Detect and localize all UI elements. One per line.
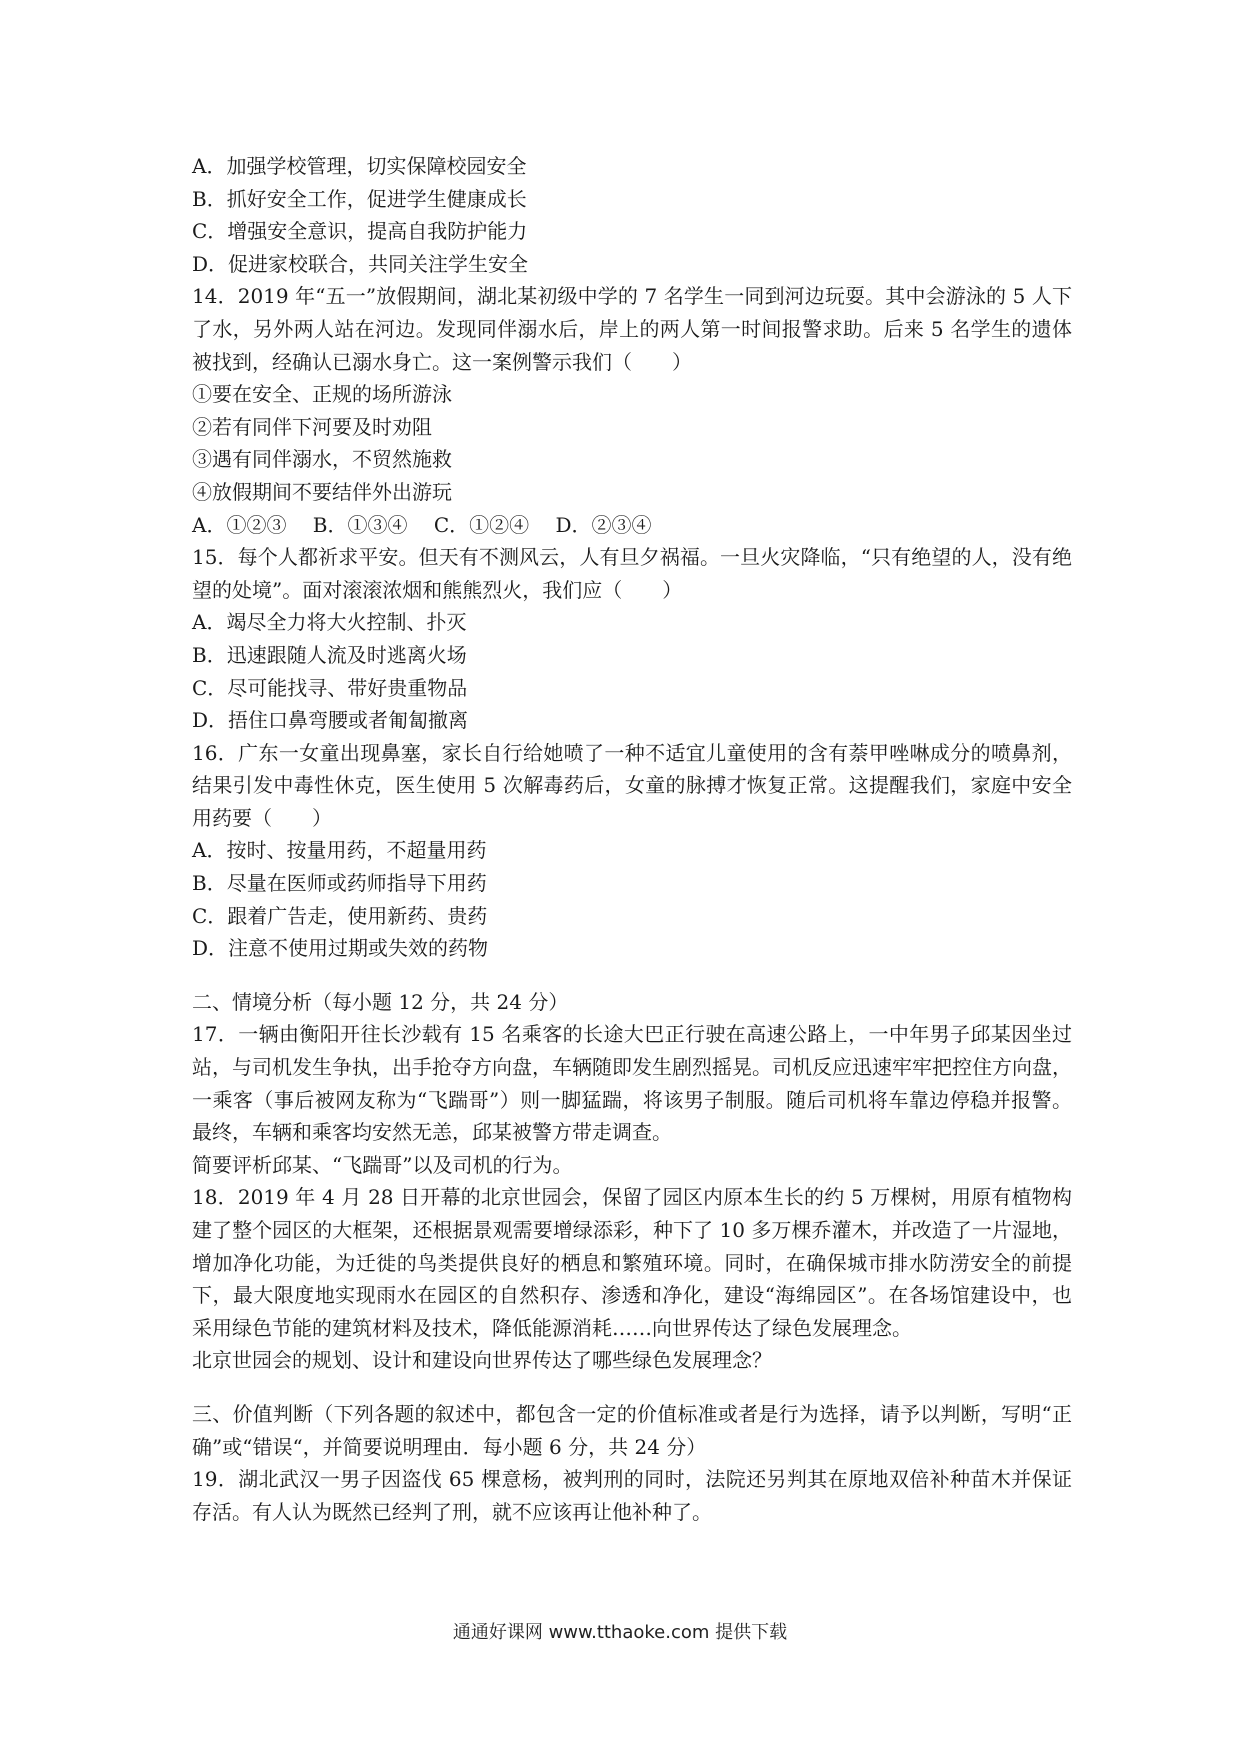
q16-option-a: A．按时、按量用药，不超量用药 (192, 838, 487, 863)
section-gap (192, 1377, 1072, 1398)
q17-stem: 17．一辆由衡阳开往长沙载有 15 名乘客的长途大巴正行驶在高速公路上，一中年男子邱某因坐过站，与司机发生争执，出手抢夺方向盘，车辆随即发生剧烈摇晃。司机反应迅速牢牢把控住方向盘，一乘客（事后被网友称为“飞踹哥”）则一脚猛踹，将该男子制服。随后司机将车靠边停稳并报警。最终，车辆和乘客均安然无恙，邱某被警方带走调查。 (192, 1022, 1072, 1145)
q13-option-a: A．加强学校管理，切实保障校园安全 (192, 154, 527, 178)
page-content (192, 150, 1072, 1528)
q19-stem: 19．湖北武汉一男子因盗伐 65 棵意杨，被判刑的同时，法院还另判其在原地双倍补种苗木并保证存活。有人认为既然已经判了刑，就不应该再让他补种了。 (192, 1467, 1072, 1524)
q16-option-b: B．尽量在医师或药师指导下用药 (192, 871, 487, 896)
q14-stem: 14．2019 年“五一”放假期间，湖北某初级中学的 7 名学生一同到河边玩耍。其中会游泳的 5 人下了水，另外两人站在河边。发现同伴溺水后，岸上的两人第一时间报警求助。后来 5 名学生的遗体被找到，经确认已溺水身亡。这一案例警示我们（ ） (192, 284, 1072, 374)
q13-option-b: B．抓好安全工作，促进学生健康成长 (192, 186, 527, 211)
q16-option-d: D．注意不使用过期或失效的药物 (192, 936, 489, 961)
q14-item-4: ④放假期间不要结伴外出游玩 (192, 479, 452, 504)
q14-item-2: ②若有同伴下河要及时劝阻 (192, 414, 432, 439)
q16-stem: 16．广东一女童出现鼻塞，家长自行给她喷了一种不适宜儿童使用的含有萘甲唑啉成分的喷鼻剂，结果引发中毒性休克，医生使用 5 次解毒药后，女童的脉搏才恢复正常。这提醒我们，家庭中安全用药要（ ） (192, 740, 1072, 830)
q18-stem: 18．2019 年 4 月 28 日开幕的北京世园会，保留了园区内原本生长的约 5 万棵树，用原有植物构建了整个园区的大框架，还根据景观需要增绿添彩，种下了 10 多万棵乔灌木，并改造了一片湿地，增加净化功能，为迁徙的鸟类提供良好的栖息和繁殖环境。同时，在确保城市排水防涝安全的前提下，最大限度地实现雨水在园区的自然积存、渗透和净化，建设“海绵园区”。在各场馆建设中，也采用绿色节能的建筑材料及技术，降低能源消耗……向世界传达了绿色发展理念。 (192, 1185, 1072, 1340)
section3-heading: 三、价值判断（下列各题的叙述中，都包含一定的价值标准或者是行为选择，请予以判断，写明“正确”或“错误“，并简要说明理由．每小题 6 分，共 24 分） (192, 1401, 1072, 1459)
q15-stem: 15．每个人都祈求平安。但天有不测风云，人有旦夕祸福。一旦火灾降临，“只有绝望的人，没有绝望的处境”。面对滚滚浓烟和熊熊烈火，我们应（ ） (192, 545, 1072, 602)
section-gap (192, 965, 1072, 986)
q15-option-c: C．尽可能找寻、带好贵重物品 (192, 675, 468, 700)
q13-option-c: C．增强安全意识，提高自我防护能力 (192, 219, 528, 244)
q18-question: 北京世园会的规划、设计和建设向世界传达了哪些绿色发展理念？ (192, 1348, 772, 1373)
q15-option-a: A．竭尽全力将大火控制、扑灭 (192, 610, 467, 635)
q15-option-b: B．迅速跟随人流及时逃离火场 (192, 642, 467, 667)
q15-option-d: D．捂住口鼻弯腰或者匍匐撤离 (192, 708, 469, 733)
q16-option-c: C．跟着广告走，使用新药、贵药 (192, 903, 488, 928)
q13-option-d: D．促进家校联合，共同关注学生安全 (192, 251, 529, 276)
q14-item-3: ③遇有同伴溺水，不贸然施救 (192, 447, 452, 472)
page-footer: 通通好课网 www.tthaoke.com 提供下载 (452, 1622, 788, 1643)
section2-heading: 二、情境分析（每小题 12 分，共 24 分） (192, 989, 569, 1014)
q14-options: A．①②③ B．①③④ C．①②④ D．②③④ (192, 512, 652, 537)
q14-item-1: ①要在安全、正规的场所游泳 (192, 382, 452, 407)
q17-question: 简要评析邱某、“飞踹哥”以及司机的行为。 (192, 1152, 573, 1177)
